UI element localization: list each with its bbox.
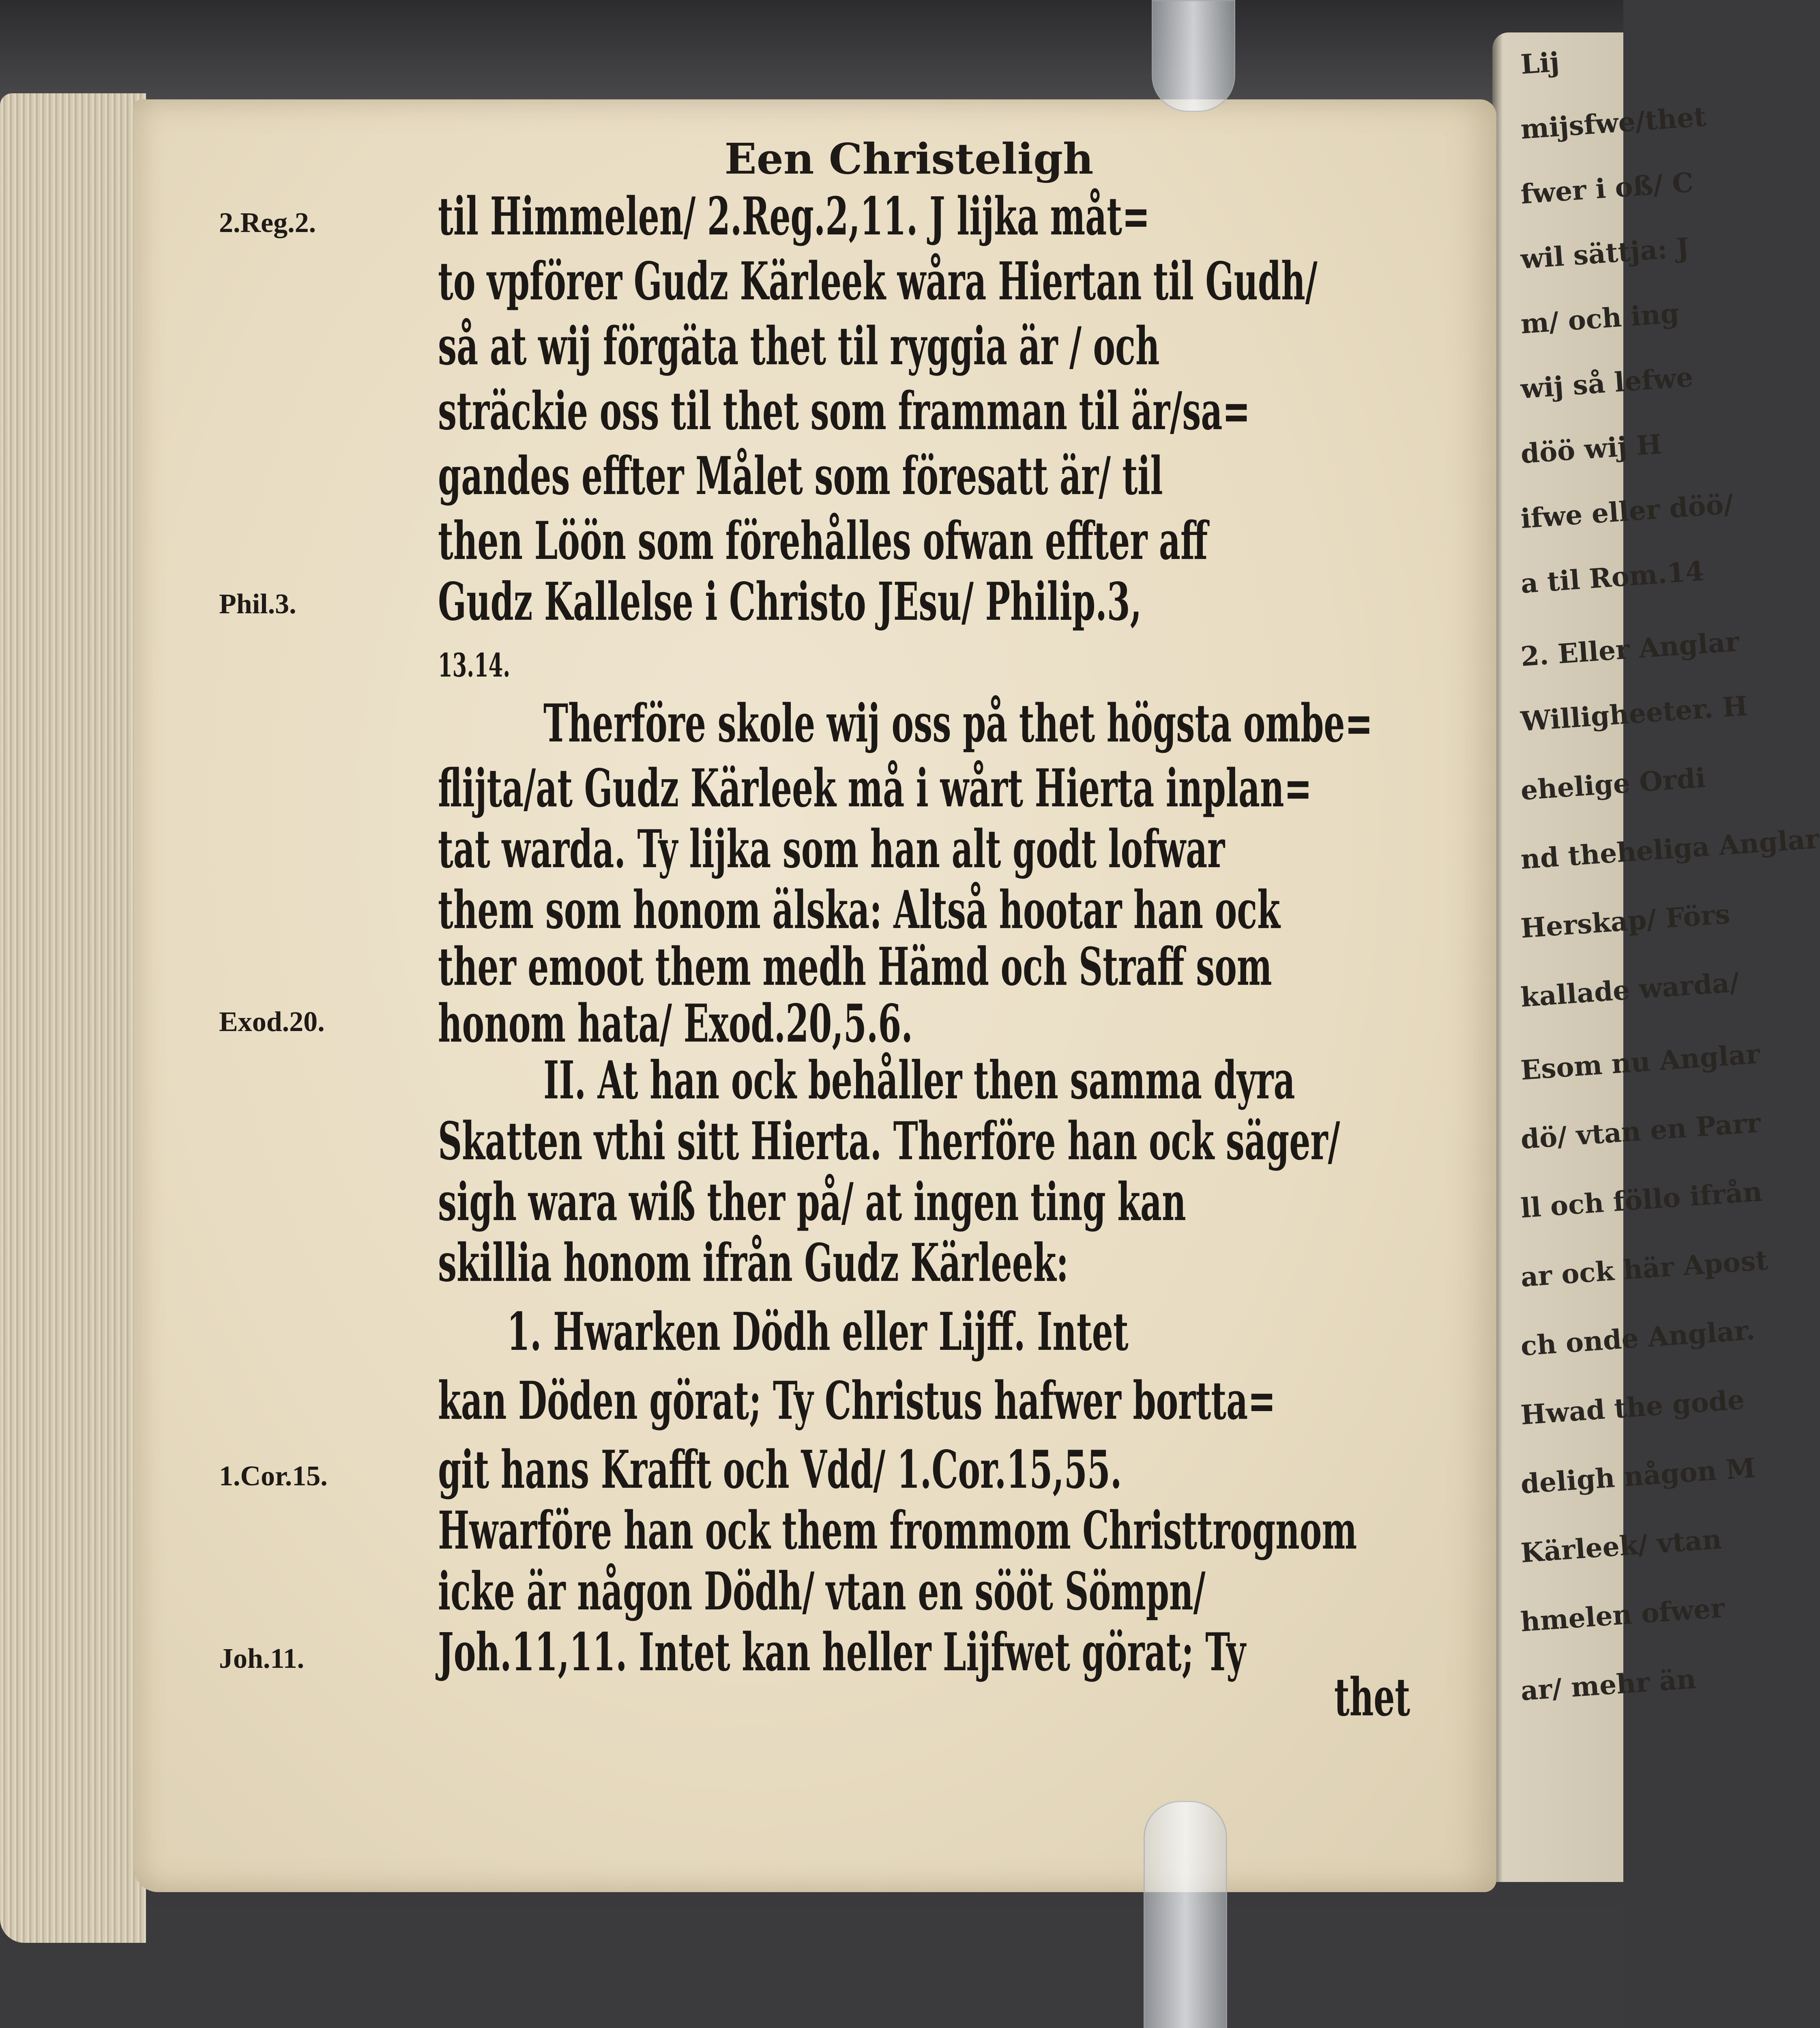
next-page-fragment: kallade warda/ xyxy=(1520,966,1741,1013)
text-line: Hwarföre han ock them frommom Christtrognom xyxy=(438,1500,1357,1561)
next-page-fragment: ehelige Ordi xyxy=(1520,762,1707,806)
next-page-fragment: ch onde Anglar. xyxy=(1520,1314,1756,1362)
text-line: sträckie oss til thet som framman til är/sa= xyxy=(438,381,1251,442)
text-line: them som honom älska: Altså hootar han ock xyxy=(438,880,1280,941)
margin-note: 1.Cor.15. xyxy=(219,1461,328,1492)
backdrop-bottom xyxy=(0,1906,1623,2028)
next-page-fragment: deligh någon M xyxy=(1520,1452,1757,1500)
text-line: honom hata/ Exod.20,5.6. xyxy=(438,993,913,1054)
next-page-fragment: Esom nu Anglar xyxy=(1520,1038,1761,1086)
text-line: Gudz Kallelse i Christo JEsu/ Philip.3, xyxy=(438,571,1142,632)
next-page-fragment: ifwe eller döö/ xyxy=(1520,488,1734,535)
page-clip-bottom xyxy=(1144,1801,1227,2028)
next-page-fragment: wil sättja: J xyxy=(1520,232,1690,275)
margin-note: Phil.3. xyxy=(219,589,296,620)
next-page-fragment: m/ och ing xyxy=(1520,297,1680,340)
next-page-fragment: ll och föllo ifrån xyxy=(1520,1175,1764,1224)
margin-note: Exod.20. xyxy=(219,1006,325,1038)
text-line: ther emoot them medh Hämd och Straff som xyxy=(438,937,1272,997)
text-line: til Himmelen/ 2.Reg.2,11. J lijka måt= xyxy=(438,186,1150,247)
next-page-fragment: 2. Eller Anglar xyxy=(1520,625,1741,672)
next-page-fragment: döö wij H xyxy=(1520,428,1663,470)
text-line: skillia honom ifrån Gudz Kärleek: xyxy=(438,1233,1069,1293)
next-page-fragment: nd theheliga Anglar xyxy=(1520,823,1820,875)
next-page-fragment: Kärleek/ vtan xyxy=(1520,1523,1723,1569)
margin-note: Joh.11. xyxy=(219,1643,305,1674)
next-page-fragment: Herskap/ Förs xyxy=(1520,898,1731,944)
next-page-fragment: Hwad the gode xyxy=(1520,1384,1746,1431)
next-page-fragment: ar/ mehr än xyxy=(1520,1663,1697,1707)
next-page-fragment: Willigheeter. H xyxy=(1520,690,1749,737)
text-line: Therföre skole wij oss på thet högsta ombe= xyxy=(543,693,1373,754)
text-line: icke är någon Dödh/ vtan en sööt Sömpn/ xyxy=(438,1561,1206,1622)
next-page-fragment: dö/ vtan en Parr xyxy=(1520,1106,1762,1155)
text-line: tat warda. Ty lijka som han alt godt lofwar xyxy=(438,819,1225,880)
text-line: kan Döden görat; Ty Christus hafwer bortta= xyxy=(438,1371,1276,1431)
running-header: Een Christeligh xyxy=(724,134,1094,184)
text-line: gandes effter Målet som föresatt är/ til xyxy=(438,446,1163,507)
next-page-fragment: Lij xyxy=(1520,46,1560,80)
backdrop-top xyxy=(0,0,1623,105)
next-page xyxy=(1492,32,1820,1882)
text-line: 13.14. xyxy=(438,646,511,684)
next-page-fragment: wij så lefwe xyxy=(1520,361,1694,405)
text-line: then Löön som förehålles ofwan effter aff xyxy=(438,511,1208,571)
margin-note: 2.Reg.2. xyxy=(219,207,316,238)
text-line: to vpförer Gudz Kärleek wåra Hiertan til Gudh/ xyxy=(438,251,1318,312)
page-edges xyxy=(0,93,146,1943)
text-line: 1. Hwarken Dödh eller Lijff. Intet xyxy=(507,1302,1129,1362)
catchword: thet xyxy=(1334,1667,1410,1728)
next-page-fragment: a til Rom.14 xyxy=(1520,555,1705,599)
text-line: git hans Krafft och Vdd/ 1.Cor.15,55. xyxy=(438,1439,1122,1500)
text-line: Joh.11,11. Intet kan heller Lijfwet görat; Ty xyxy=(438,1622,1246,1683)
text-line: sigh wara wiß ther på/ at ingen ting kan xyxy=(438,1172,1186,1233)
page-clip-top xyxy=(1152,0,1235,112)
next-page-fragment: hmelen ofwer xyxy=(1520,1592,1726,1638)
text-line: II. At han ock behåller then samma dyra xyxy=(543,1050,1295,1111)
next-page-fragment: fwer i oß/ C xyxy=(1520,166,1695,210)
text-line: Skatten vthi sitt Hierta. Therföre han ock säger/ xyxy=(438,1111,1340,1172)
text-line: så at wij förgäta thet til ryggia är / och xyxy=(438,316,1160,377)
next-page-fragment: mijsfwe/thet xyxy=(1520,101,1707,145)
next-page-fragment: ar ock här Apost xyxy=(1520,1244,1769,1293)
text-line: flijta/at Gudz Kärleek må i wårt Hierta inplan= xyxy=(438,758,1312,819)
